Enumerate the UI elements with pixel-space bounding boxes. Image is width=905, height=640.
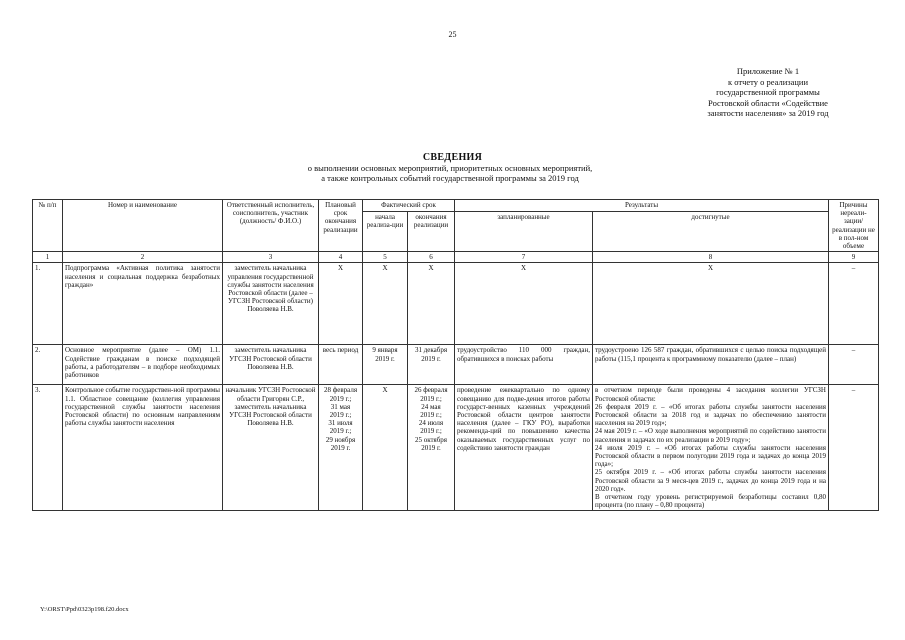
- document-title: СВЕДЕНИЯ: [422, 152, 483, 163]
- date-line: 2019 г.: [330, 443, 351, 452]
- report-table: [32, 199, 879, 511]
- cell-name: Подпрограмма «Активная политика занятости населения и социальная поддержка безработных граждан»: [63, 263, 223, 345]
- cell-responsible: начальник УГСЗН Ростовской области Григорян С.Р., заместитель начальника УГСЗН Ростовской области Поволяева Н.В.: [223, 385, 319, 511]
- appendix-line: занятости населения» за 2019 год: [707, 108, 829, 118]
- date-line: 2019 г.: [421, 443, 441, 452]
- date-line: 2019 г.;: [329, 394, 352, 403]
- cell-actual-start: Х: [363, 263, 408, 345]
- date-line: 28 февраля: [323, 386, 358, 395]
- cell-name: Контрольное событие государствен-ной программы 1.1. Областное совещание (коллегия управления государственной службы занятости населения Ростовской области) по основным направлениям работы службы занятости населения: [63, 385, 223, 511]
- header-actual: Фактический срок: [363, 200, 455, 212]
- date-line: 29 ноября: [325, 435, 356, 444]
- cell-responsible: заместитель начальника УГСЗН Ростовской области Поволяева Н.В.: [223, 345, 319, 385]
- cell-planned: [319, 385, 363, 511]
- date-line: 2019 г.;: [420, 427, 442, 436]
- col-number: 8: [593, 252, 829, 263]
- result-line: 26 февраля 2019 г. – «Об итогах работы службы занятости населения Ростовской области за 2018 год и задачах по обеспечению занятости населения на 2019 год»;: [595, 402, 826, 428]
- cell-actual-end: Х: [408, 263, 455, 345]
- appendix-block: [668, 66, 868, 119]
- cell-results-achieved: [593, 385, 829, 511]
- col-number: 7: [455, 252, 593, 263]
- footer-file-path: Y:\ORST\Ppd\0323p198.f20.docx: [40, 606, 129, 613]
- cell-actual-end: [408, 385, 455, 511]
- appendix-line: к отчету о реализации: [727, 76, 809, 87]
- date-line: 2019 г.;: [329, 411, 352, 420]
- date-line: 2019 г.;: [420, 394, 442, 403]
- cell-reasons: –: [829, 345, 879, 385]
- appendix-line: государственной программы: [716, 87, 820, 97]
- cell-results-achieved: Х: [593, 263, 829, 345]
- appendix-line: Ростовской области «Содействие: [708, 97, 828, 108]
- header-results-planned: запланированные: [455, 212, 593, 252]
- result-line: 25 октября 2019 г. – «Об итогах работы службы занятости населения Ростовской области за 9 меся-цев 2019 г., задачах до конца 2019 года и на 2020 год».: [595, 468, 826, 493]
- date-line: 25 октября: [414, 435, 448, 444]
- date-line: 31 июля: [328, 419, 353, 428]
- appendix-line: Приложение № 1: [736, 66, 800, 76]
- cell-name: Основное мероприятие (далее – ОМ) 1.1. Содействие гражданам в поиске подходящей работы, а работодателям – в подборе необходимых работников: [63, 345, 223, 385]
- cell-reasons: –: [829, 385, 879, 511]
- document-subtitle: [150, 163, 750, 183]
- result-line: 24 июля 2019 г. – «Об итогах работы службы занятости населения Ростовской области в первом полугодии 2019 года и задачах до конца 2019 года»;: [595, 443, 826, 469]
- result-line: 24 мая 2019 г. – «О ходе выполнения мероприятий по содействию занятости населения и задачах по их реализации в 2019 году»;: [595, 427, 826, 444]
- date-line: 24 мая: [421, 402, 441, 411]
- col-number: 6: [408, 252, 455, 263]
- cell-results-planned: трудоустройство 110 000 граждан, обратившихся в поисках работы: [455, 345, 593, 385]
- cell-planned: весь период: [319, 345, 363, 385]
- table-row: [33, 263, 879, 345]
- cell-results-planned: проведение ежеквартально по одному совещанию для подве-дения итогов работы государст-венных казенных учреждений Ростовской области центров занятости населения (далее – ГКУ РО), выработки рекоменда-ций по повышению качества оказываемых государственных услуг по содействию занятости граждан: [455, 385, 593, 511]
- result-line: в отчетном периоде были проведены 4 заседания коллегии УГСЗН Ростовской области:: [595, 386, 826, 403]
- header-actual-start: начала реализа-ции: [363, 212, 408, 252]
- header-planned: Плановый срок окончания реализации: [319, 200, 363, 252]
- header-responsible: Ответственный исполнитель, соисполнитель, участник (должность/ Ф.И.О.): [223, 200, 319, 252]
- subtitle-line: о выполнении основных мероприятий, приоритетных основных мероприятий,: [307, 163, 593, 173]
- cell-results-planned: Х: [455, 263, 593, 345]
- cell-actual-start: Х: [363, 385, 408, 511]
- result-line: В отчетном году уровень регистрируемой безработицы составил 0,80 процента (по плану – 0,80 процента): [595, 493, 826, 510]
- date-line: 31 мая: [330, 402, 351, 411]
- page-number: 25: [448, 30, 457, 39]
- col-number: 3: [223, 252, 319, 263]
- col-number: 4: [319, 252, 363, 263]
- cell-planned: Х: [319, 263, 363, 345]
- table-row: [33, 345, 879, 385]
- subtitle-line: а также контрольных событий государственной программы за 2019 год: [321, 173, 579, 183]
- col-number: 9: [829, 252, 879, 263]
- col-number: 2: [63, 252, 223, 263]
- header-reasons: Причины нереали-зации/ реализации не в пол-ном объеме: [829, 200, 879, 252]
- cell-num: 1.: [33, 263, 63, 345]
- date-line: 26 февраля: [414, 386, 448, 395]
- cell-num: 2.: [33, 345, 63, 385]
- cell-reasons: –: [829, 263, 879, 345]
- cell-responsible: заместитель начальника управления государственной службы занятости населения Ростовской области (далее – УГСЗН Ростовской области) Поволяева Н.В.: [223, 263, 319, 345]
- col-number: 5: [363, 252, 408, 263]
- header-results: Результаты: [455, 200, 829, 212]
- column-number-row: [33, 252, 879, 263]
- cell-num: 3.: [33, 385, 63, 511]
- table-row: [33, 385, 879, 511]
- header-row: [33, 200, 879, 212]
- date-line: 2019 г.;: [420, 411, 442, 420]
- col-number: 1: [33, 252, 63, 263]
- header-actual-end: окончания реализации: [408, 212, 455, 252]
- cell-actual-end: 31 декабря 2019 г.: [408, 345, 455, 385]
- cell-actual-start: 9 января 2019 г.: [363, 345, 408, 385]
- cell-results-achieved: трудоустроено 126 587 граждан, обратившихся с целью поиска подходящей работы (115,1 процента к программному показателю (далее – план): [593, 345, 829, 385]
- header-results-achieved: достигнутые: [593, 212, 829, 252]
- date-line: 24 июля: [418, 419, 444, 428]
- date-line: 2019 г.;: [329, 427, 352, 436]
- header-name: Номер и наименование: [63, 200, 223, 252]
- header-num: № п/п: [33, 200, 63, 252]
